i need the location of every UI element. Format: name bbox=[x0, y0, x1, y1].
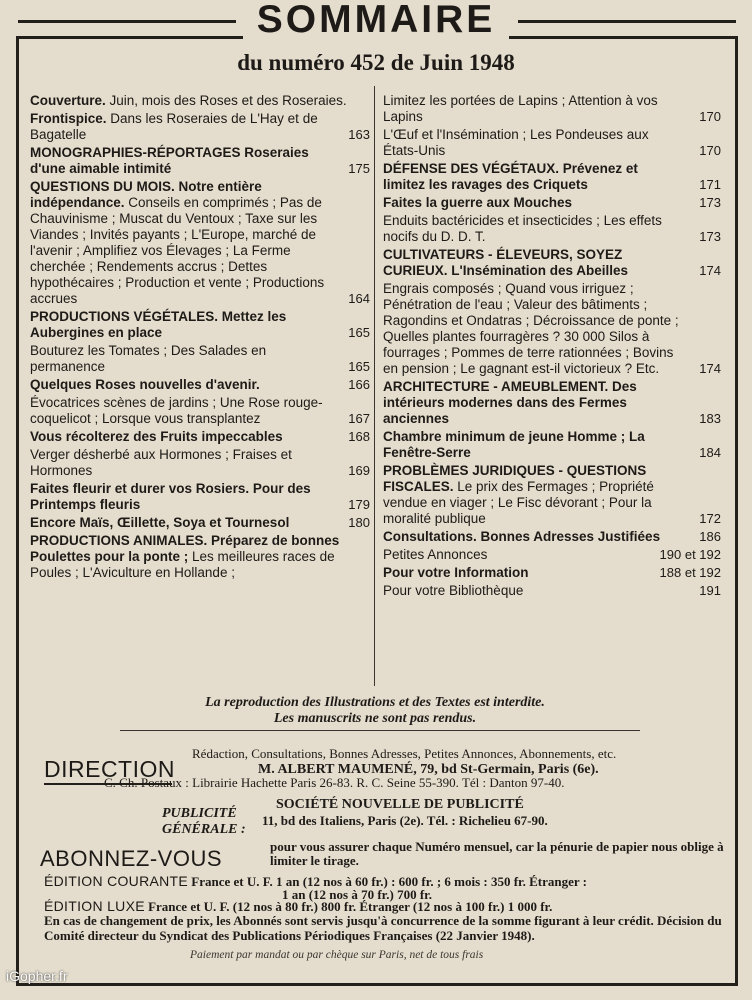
toc-entry bbox=[383, 247, 721, 279]
toc-entry-text: Pour votre Bibliothèque bbox=[383, 583, 524, 598]
toc-entry bbox=[30, 145, 370, 177]
issue-subtitle: du numéro 452 de Juin 1948 bbox=[237, 50, 515, 75]
publicite-label-2: GÉNÉRALE : bbox=[162, 822, 246, 837]
toc-page-number: 184 bbox=[696, 445, 721, 461]
toc-page-number: 169 bbox=[345, 463, 370, 479]
publicite-address: 11, bd des Italiens, Paris (2e). Tél. : Richelieu 67-90. bbox=[262, 813, 548, 828]
toc-entry bbox=[383, 463, 721, 527]
abonnement-text: pour vous assurer chaque Numéro mensuel, car la pénurie de papier nous oblige à limiter le tirage. bbox=[270, 839, 724, 868]
toc-page-number: 164 bbox=[345, 291, 370, 307]
toc-entry-text: Conseils en comprimés ; Pas de Chauvinisme ; Muscat du Ventoux ; Taxe sur les Viandes ; Invités payants ; L'Europe, marché de l'avenir ; Amplifiez vos Élevages ; La Ferme cherchée ; Rendements accrus ; Dettes hypothécaires ; Production et vente ; Productions accrues bbox=[30, 195, 325, 306]
toc-page-number: 167 bbox=[345, 411, 370, 427]
toc-page-number: 191 bbox=[696, 583, 721, 599]
publicite-label bbox=[162, 806, 246, 838]
toc-page-number: 186 bbox=[696, 529, 721, 545]
toc-entry-heading: Faites fleurir et durer vos Rosiers. Pour des Printemps fleuris bbox=[30, 481, 311, 512]
toc-entry-text: Le prix des Fermages ; Propriété vendue en viager ; Le Fisc dévorant ; Pour la moralité publique bbox=[383, 479, 654, 526]
toc-entry bbox=[30, 533, 370, 581]
toc-entry bbox=[30, 429, 370, 445]
toc-entry-text: Engrais composés ; Quand vous irriguez ; Pénétration de l'eau ; Valeur des bâtiments ; Ragondins et Ondatras ; Décroissance de ponte ; Quelles plantes fourragères ? 30 000 Silos à fourrages ; Pommes de terre rationnées ; Bovins en pension ; Le gagnant est-il victorieux ? Etc. bbox=[383, 281, 679, 376]
toc-entry-heading: Faites la guerre aux Mouches bbox=[383, 195, 573, 210]
abonnement-label: ABONNEZ-VOUS bbox=[40, 846, 223, 871]
edition-luxe-label: ÉDITION LUXE bbox=[44, 898, 145, 914]
toc-entry-heading: MONOGRAPHIES-RÉPORTAGES Roseraies d'une aimable intimité bbox=[30, 145, 309, 176]
page-title: SOMMAIRE bbox=[0, 0, 752, 42]
toc-entry-text: Dans les Roseraies de L'Hay et de Bagatelle bbox=[30, 111, 318, 142]
toc-entry-text: L'Œuf et l'Insémination ; Les Pondeuses aux États-Unis bbox=[383, 127, 649, 158]
toc-page-number: 163 bbox=[345, 127, 370, 143]
toc-entry bbox=[30, 343, 370, 375]
direction-label: DIRECTION bbox=[44, 756, 175, 782]
toc-entry bbox=[30, 447, 370, 479]
toc-entry bbox=[383, 429, 721, 461]
toc-entry-heading: PROBLÈMES JURIDIQUES - QUESTIONS FISCALES. bbox=[383, 463, 647, 494]
toc-entry bbox=[383, 161, 721, 193]
toc-page-number: 171 bbox=[696, 177, 721, 193]
toc-entry-text: Évocatrices scènes de jardins ; Une Rose rouge-coquelicot ; Lorsque vous transplantez bbox=[30, 395, 323, 426]
toc-page-number: 174 bbox=[696, 263, 721, 279]
toc-page-number: 166 bbox=[345, 377, 370, 393]
toc-page-number: 170 bbox=[696, 143, 721, 159]
toc-page-number: 172 bbox=[696, 511, 721, 527]
toc-page-number: 174 bbox=[696, 361, 721, 377]
section-rule bbox=[120, 730, 640, 731]
toc-left-column bbox=[30, 93, 370, 583]
toc-right-column bbox=[383, 93, 721, 601]
payment-note: Paiement par mandat ou par chèque sur Paris, net de tous frais bbox=[190, 949, 484, 961]
toc-page-number: 165 bbox=[345, 325, 370, 341]
toc-entry-heading: Chambre minimum de jeune Homme ; La Fenêtre-Serre bbox=[383, 429, 645, 460]
toc-entry bbox=[383, 93, 721, 125]
toc-entry-heading: Quelques Roses nouvelles d'avenir. bbox=[30, 377, 260, 392]
toc-page-number: 188 et 192 bbox=[657, 565, 721, 581]
toc-entry bbox=[383, 583, 721, 599]
toc-entry bbox=[30, 515, 370, 531]
toc-entry-heading: ARCHITECTURE - AMEUBLEMENT. Des intérieurs modernes dans des Fermes anciennes bbox=[383, 379, 637, 426]
toc-entry bbox=[383, 281, 721, 377]
toc-page-number: 183 bbox=[696, 411, 721, 427]
toc-entry bbox=[383, 547, 721, 563]
publicite-label-1: PUBLICITÉ bbox=[162, 806, 237, 821]
toc-entry-text: Verger désherbé aux Hormones ; Fraises et Hormones bbox=[30, 447, 292, 478]
toc-entry-heading: Consultations. Bonnes Adresses Justifiées bbox=[383, 529, 661, 544]
edition-courante-label: ÉDITION COURANTE bbox=[44, 873, 189, 889]
price-change-notice: En cas de changement de prix, les Abonnés sont servis jusqu'à concurrence de la somme figurant à leur crédit. Décision du Comité directeur du Syndicat des Publications Périodiques Françaises (22 Janvier 1948). bbox=[44, 913, 722, 943]
toc-entry bbox=[383, 195, 721, 211]
toc-entry-heading: QUESTIONS DU MOIS. Notre entière indépendance. bbox=[30, 179, 262, 210]
toc-entry-heading: Pour votre Information bbox=[383, 565, 529, 580]
toc-entry-heading: Couverture. bbox=[30, 93, 106, 108]
toc-page-number: 170 bbox=[696, 109, 721, 125]
edition-courante-price: France et U. F. 1 an (12 nos à 60 fr.) : 600 fr. ; 6 mois : 350 fr. Étranger : bbox=[191, 874, 588, 889]
toc-entry-text: Limitez les portées de Lapins ; Attention à vos Lapins bbox=[383, 93, 658, 124]
toc-entry bbox=[383, 127, 721, 159]
toc-entry bbox=[30, 481, 370, 513]
toc-entry bbox=[30, 179, 370, 307]
watermark: iGopher.fr bbox=[6, 968, 68, 984]
copyright-notice bbox=[30, 695, 720, 727]
toc-entry bbox=[383, 565, 721, 581]
director-address: M. ALBERT MAUMENÉ, 79, bd St-Germain, Paris (6e). bbox=[258, 762, 599, 777]
toc-entry bbox=[30, 309, 370, 341]
toc-entry-heading: Encore Maïs, Œillette, Soya et Tournesol bbox=[30, 515, 290, 530]
toc-entry bbox=[30, 93, 370, 109]
toc-entry-text: Juin, mois des Roses et des Roseraies. bbox=[105, 93, 347, 108]
edition-luxe-price: France et U. F. (12 nos à 80 fr.) 800 fr. Étranger (12 nos à 100 fr.) 1 000 fr. bbox=[148, 899, 553, 914]
toc-page-number: 168 bbox=[345, 429, 370, 445]
toc-page-number: 173 bbox=[696, 229, 721, 245]
toc-entry bbox=[383, 379, 721, 427]
toc-page-number: 180 bbox=[345, 515, 370, 531]
toc-entry-heading: DÉFENSE DES VÉGÉTAUX. Prévenez et limitez les ravages des Criquets bbox=[383, 161, 638, 192]
toc-page-number: 190 et 192 bbox=[657, 547, 721, 563]
toc-entry bbox=[383, 213, 721, 245]
direction-services: Rédaction, Consultations, Bonnes Adresses, Petites Annonces, Abonnements, etc. bbox=[192, 746, 617, 761]
toc-entry-heading: PRODUCTIONS VÉGÉTALES. Mettez les Aubergines en place bbox=[30, 309, 287, 340]
toc-entry bbox=[30, 111, 370, 143]
toc-entry-text: Enduits bactéricides et insecticides ; Les effets nocifs du D. D. T. bbox=[383, 213, 662, 244]
toc-entry-text: Bouturez les Tomates ; Des Salades en permanence bbox=[30, 343, 267, 374]
toc-page-number: 173 bbox=[696, 195, 721, 211]
toc-page-number: 179 bbox=[345, 497, 370, 513]
toc-entry bbox=[30, 395, 370, 427]
edition-courante-line2: 1 an (12 nos à 70 fr.) 700 fr. bbox=[282, 887, 432, 902]
column-divider bbox=[374, 86, 375, 686]
toc-entry-heading: Frontispice. bbox=[30, 111, 107, 126]
toc-entry-heading: Vous récolterez des Fruits impeccables bbox=[30, 429, 283, 444]
toc-page-number: 165 bbox=[345, 359, 370, 375]
publicite-org: SOCIÉTÉ NOUVELLE DE PUBLICITÉ bbox=[276, 797, 524, 812]
toc-entry-heading: PRODUCTIONS ANIMALES. Préparez de bonnes Poulettes pour la ponte ; bbox=[30, 533, 340, 564]
notice-line-1: La reproduction des Illustrations et des Textes est interdite. bbox=[205, 695, 545, 710]
toc-entry-text: Les meilleures races de Poules ; L'Aviculture en Hollande ; bbox=[30, 549, 335, 580]
postal-account: C. Ch. Postaux : Librairie Hachette Paris 26-83. R. C. Seine 55-390. Tél : Danton 97-40. bbox=[104, 775, 565, 790]
toc-entry-heading: CULTIVATEURS - ÉLEVEURS, SOYEZ CURIEUX. L'Insémination des Abeilles bbox=[383, 247, 629, 278]
toc-entry bbox=[30, 377, 370, 393]
toc-entry-text: Petites Annonces bbox=[383, 547, 488, 562]
toc-entry bbox=[383, 529, 721, 545]
notice-line-2: Les manuscrits ne sont pas rendus. bbox=[273, 711, 477, 726]
toc-page-number: 175 bbox=[345, 161, 370, 177]
